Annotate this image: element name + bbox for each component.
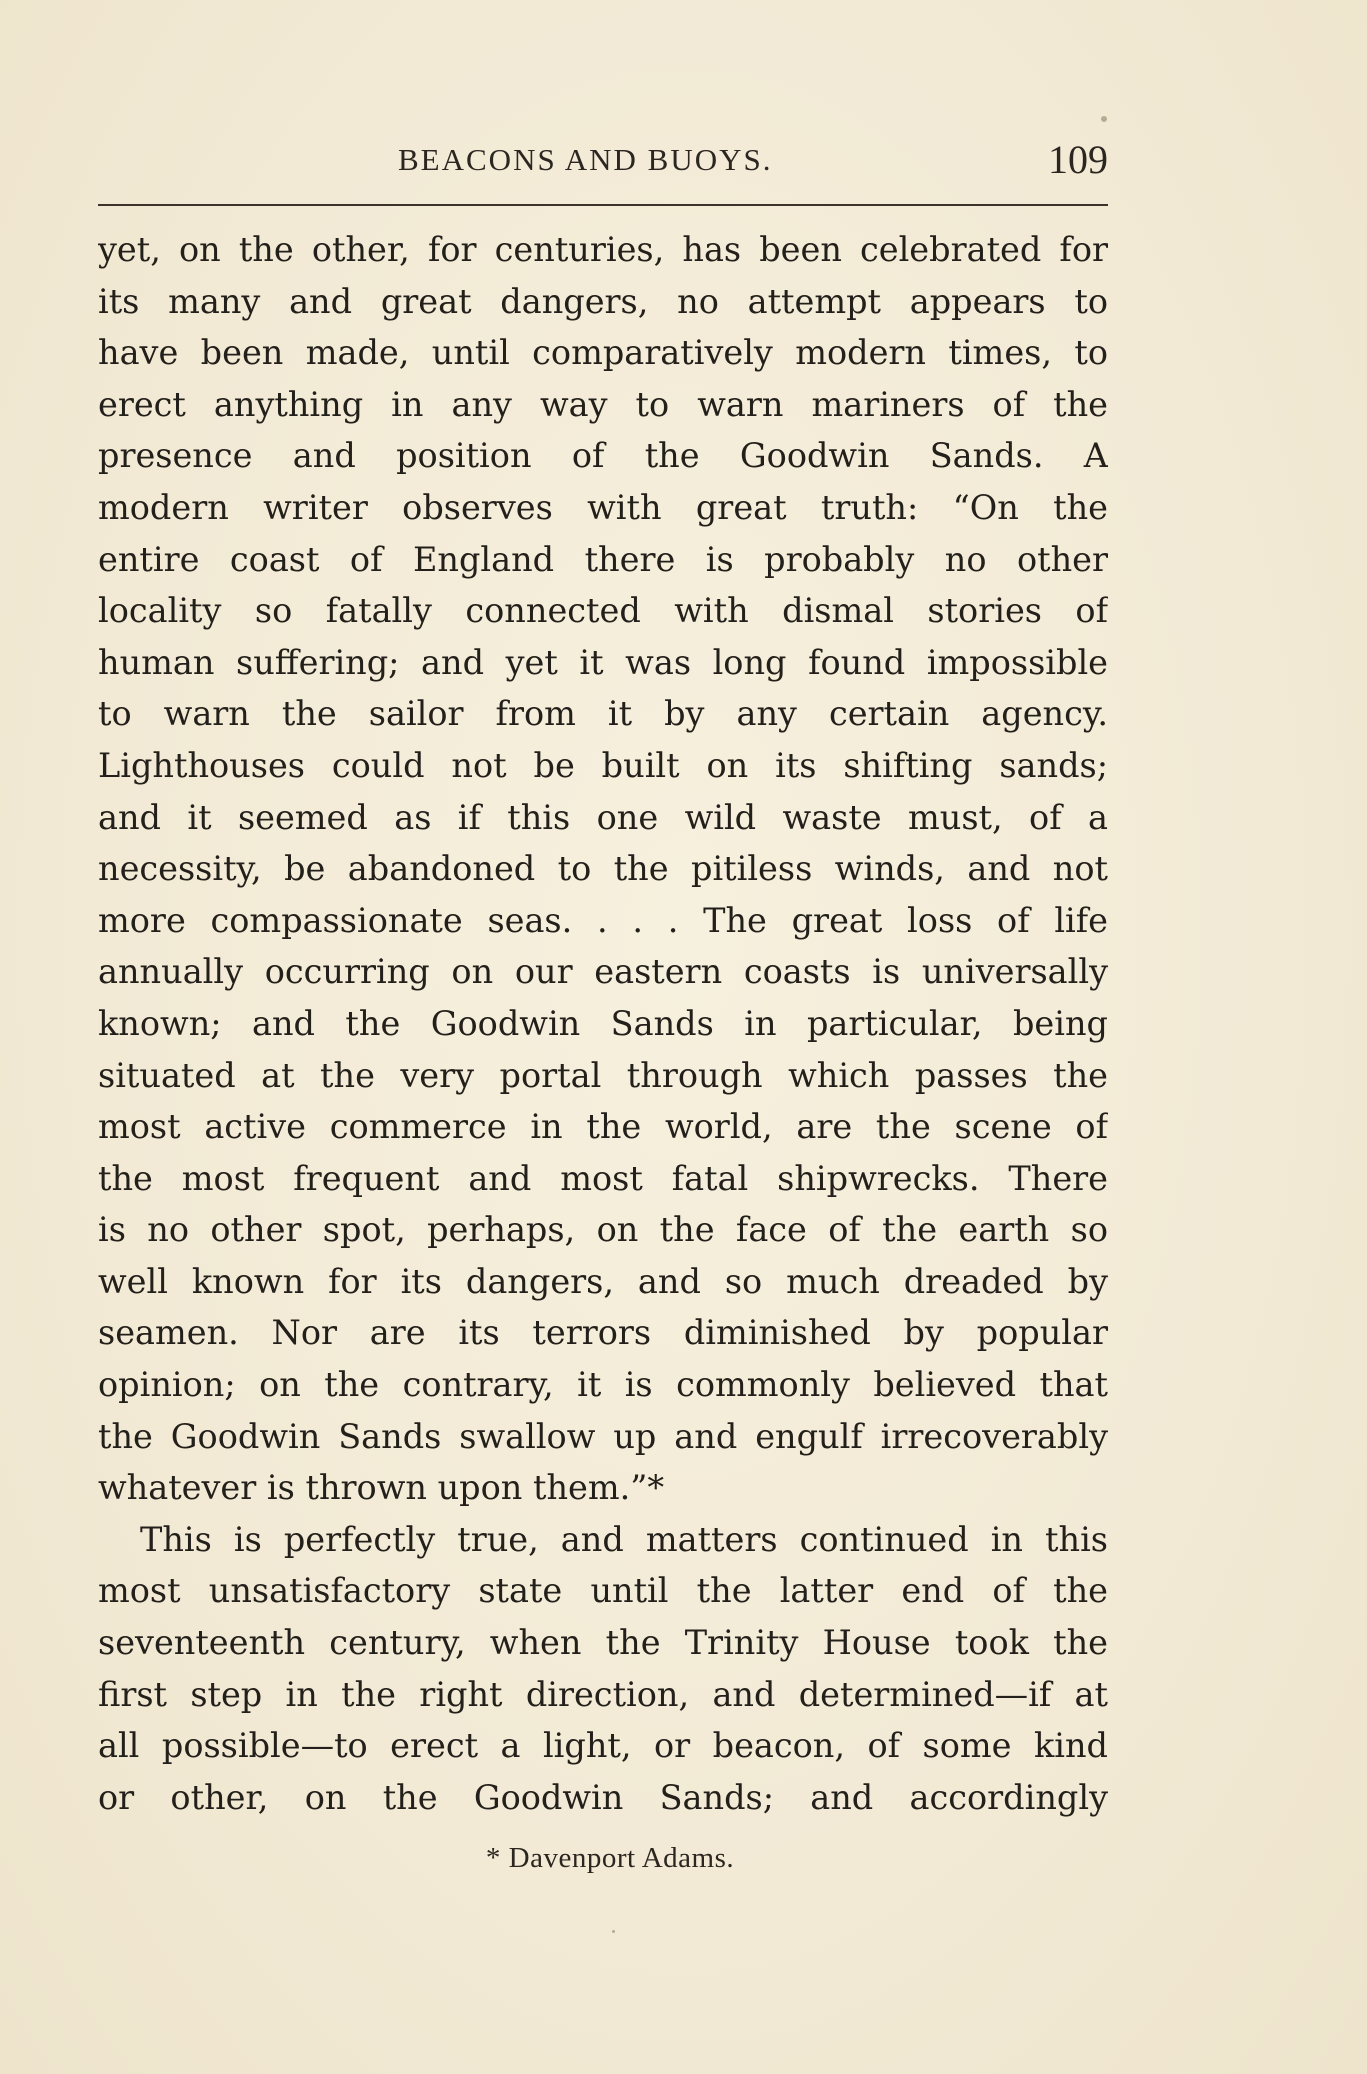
text-line: known; and the Goodwin Sands in particular, being [98,1003,1108,1043]
text-line: seventeenth century, when the Trinity House took the [98,1623,1108,1663]
text-line: all possible—to erect a light, or beacon, of some kind [98,1726,1108,1766]
text-line: well known for its dangers, and so much dreaded by [98,1261,1108,1301]
running-head [98,138,1108,184]
text-line: annually occurring on our eastern coasts is universally [98,952,1108,992]
text-line: or other, on the Goodwin Sands; and accordingly [98,1777,1108,1817]
paragraph-start-line: This is perfectly true, and matters continued in this [140,1519,1108,1559]
text-line: its many and great dangers, no attempt appears to [98,281,1108,321]
text-line: necessity, be abandoned to the pitiless winds, and not [98,849,1108,889]
text-line: opinion; on the contrary, it is commonly believed that [98,1365,1108,1405]
paper-speck [1101,116,1107,122]
running-head-title: BEACONS AND BUOYS. [398,142,773,177]
text-line: locality so fatally connected with dismal stories of [98,591,1108,631]
text-line: most unsatisfactory state until the latter end of the [98,1571,1108,1611]
text-line: modern writer observes with great truth: “On the [98,487,1108,527]
text-line: Lighthouses could not be built on its shifting sands; [98,745,1108,785]
text-line: and it seemed as if this one wild waste must, of a [98,797,1108,837]
text-line: the Goodwin Sands swallow up and engulf irrecoverably [98,1416,1108,1456]
text-line: erect anything in any way to warn mariners of the [98,384,1108,424]
footnote: * Davenport Adams. [485,1842,735,1874]
text-line: is no other spot, perhaps, on the face of the earth so [98,1210,1108,1250]
text-line: to warn the sailor from it by any certain agency. [98,694,1108,734]
text-line: entire coast of England there is probably no other [98,539,1108,579]
text-line: yet, on the other, for centuries, has been celebrated for [98,230,1108,269]
text-line: presence and position of the Goodwin Sands. A [98,436,1108,476]
page-number: 109 [1048,137,1108,182]
text-line: first step in the right direction, and determined—if at [98,1674,1108,1714]
header-rule [98,204,1108,206]
text-line: human suffering; and yet it was long found impossible [98,642,1108,682]
text-line: situated at the very portal through which passes the [98,1055,1108,1095]
text-line: have been made, until comparatively modern times, to [98,333,1108,373]
text-line: whatever is thrown upon them.”* [98,1468,665,1508]
text-line: the most frequent and most fatal shipwrecks. There [98,1158,1108,1198]
text-line: more compassionate seas. . . . The great loss of life [98,900,1108,940]
body-text [98,224,1108,1823]
text-line: most active commerce in the world, are the scene of [98,1107,1108,1147]
text-line: seamen. Nor are its terrors diminished by popular [98,1313,1108,1353]
paper-speck [612,1930,615,1933]
